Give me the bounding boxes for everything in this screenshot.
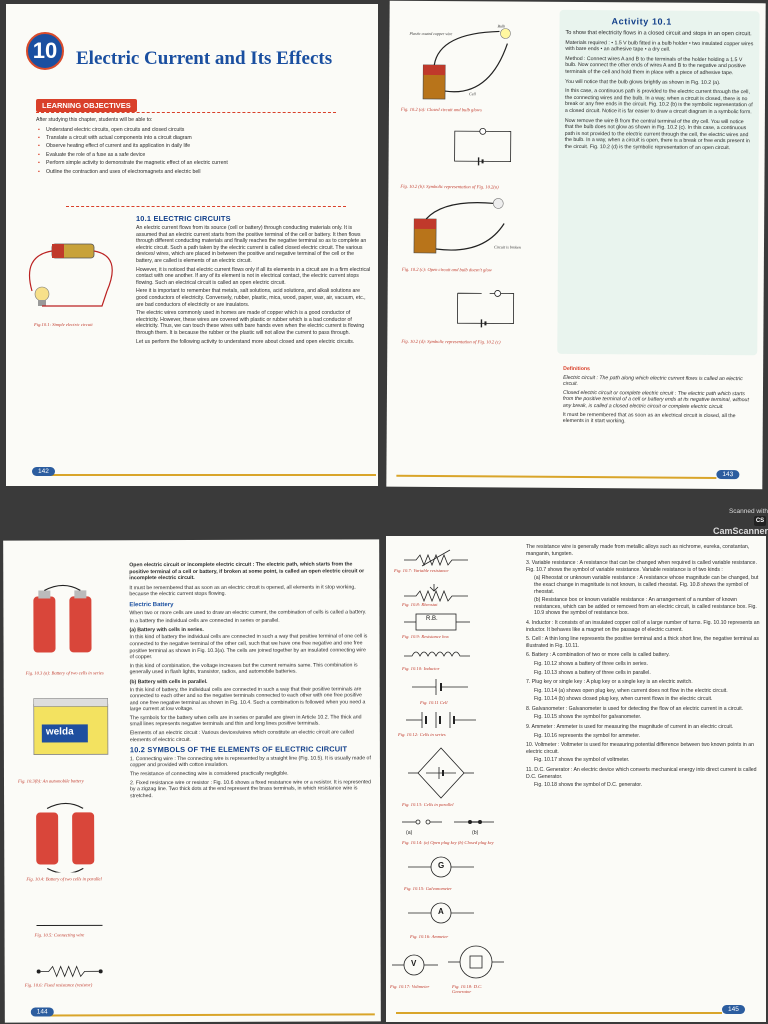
- paragraph: In this kind of combination, the voltage increases but the current remains same. This combination is generally used in flash lights, transistor, radios, and automobile batteries.: [129, 662, 358, 676]
- list-item: (b) Resistance box or known variable resistance : An arrangement of a number of known resistances, which can be added or removed from an electric circuit, is called resistance box. Fig. 10.9 shows the symbol of resistance box.: [534, 597, 757, 617]
- body-text: [136, 225, 372, 345]
- learning-objectives-label: LEARNING OBJECTIVES: [36, 99, 137, 112]
- voltmeter-letter: V: [411, 959, 417, 968]
- inductor-figure: [402, 646, 472, 664]
- chapter-title: Electric Current and Its Effects: [76, 48, 333, 69]
- plug-a-label: (a): [406, 830, 413, 836]
- paragraph: An electric current flows from its source (cell or battery) through conducting materials only. It is assumed that an electric current starts from the positive terminal of the cell or battery. It then flows through different conducting materials and finally reaches the negative terminal so as to complete an electric circuit. Such a path taken by the electric current is called closed electric circuit. The various devices/ wires, which are placed in between the positive and negative terminal of the cell or the battery, are called is elements of an electric circuit.: [136, 225, 367, 264]
- parallel-battery-figure: [22, 798, 108, 872]
- definitions-heading: Definitions: [563, 365, 590, 373]
- fig-caption: Fig. 10.2 (a): Closed circuit and bulb glows: [400, 106, 482, 113]
- plug-key-figure: [400, 812, 496, 832]
- definitions: [563, 366, 753, 426]
- definition: It must be remembered that as soon as an electrical circuit is closed, all the elements in it start working.: [562, 411, 736, 425]
- list-item: Fig. 10.18 shows the symbol of D.C. generator.: [534, 782, 643, 789]
- rheostat-figure: [402, 582, 472, 604]
- paragraph: The resistance wire is generally made from metallic alloys such as nichrome, eureka, constantan, manganin, tungsten.: [526, 544, 750, 557]
- page-number: 142: [32, 467, 55, 476]
- fig-caption: Fig. 10.11 Cell: [420, 700, 448, 705]
- cells-parallel-figure: [406, 744, 476, 802]
- paragraph: Here it is important to remember that metals, salt solutions, acid solutions, and alkali solutions are good conductors of electricity. Conversely, rubber, plastic, mica, wood, paper, wax, air, vacuum, etc., are bad conductors of electricity or are insulators.: [136, 288, 366, 308]
- footer-bar: [396, 475, 716, 479]
- list-item: Fig. 10.15 shows the symbol for galvanometer.: [534, 714, 642, 721]
- list-item: 3. Variable resistance : A resistance that can be changed when required is called variable resistance. Fig. 10.7 shows the symbol of variable resistance. Variable resistance is of two kinds :: [526, 560, 757, 573]
- footer-bar: [396, 1012, 722, 1014]
- fig-caption: Fig. 10.12: Cells in series: [398, 732, 446, 737]
- fig-caption: Fig. 10.2 (b): Symbolic representation of Fig. 10.2(a): [400, 183, 499, 190]
- paragraph: The resistance of connecting wire is considered practically negligible.: [129, 770, 289, 778]
- fig-caption: Fig.10.1: Simple electric circuit: [34, 322, 93, 327]
- divider: [66, 206, 346, 207]
- fig-caption: Fig. 10.4: Battery of two cells in parallel: [26, 876, 102, 882]
- fig-label: Bulb: [497, 23, 506, 29]
- page-143: [386, 1, 765, 490]
- scanner-line1: Scanned with: [728, 508, 768, 515]
- body-text: [526, 544, 762, 789]
- closed-explanation: In this case, a continuous path is provided to the electric current through the cell, the connecting wires and the bulb. In a way, when a circuit is closed, there is no break or any free ends in the circuit. Fig. 10.2 (b) is the symbolic representation of a closed circuit. Notice it is far easier to draw a circuit diagram in a symbolic form.: [564, 88, 753, 116]
- divider: [36, 112, 336, 113]
- activity-body: [565, 30, 754, 152]
- list-item: 10. Voltmeter : Voltmeter is used for measuring potential difference between two known points in an electric circuit.: [526, 742, 754, 755]
- paragraph: 1. Connecting wire : The connecting wire is represented by a straight line (Fig. 10.5). It is usually made of copper and provided with cotton insulation.: [129, 755, 371, 769]
- series-battery-figure: [19, 582, 105, 666]
- list-item: Fig. 10.12 shows a battery of three cells in series.: [534, 660, 648, 667]
- fixed-resistor-figure: [35, 964, 105, 978]
- list-item: Fig. 10.13 shows a battery of three cells in parallel.: [534, 669, 651, 676]
- resistance-box-figure: [402, 612, 472, 632]
- fig-caption: Fig. 10.13: Cells in parallel: [402, 802, 454, 807]
- open-circuit-figure: [404, 193, 554, 260]
- learning-objectives: [36, 117, 336, 177]
- scanner-brand: [702, 515, 768, 536]
- fig-caption: Fig. 10.2 (d): Symbolic representation of Fig. 10.2 (c): [401, 338, 501, 345]
- paragraph: Elements of an electric circuit : Various devices/wires which constitute an electric circuit are called elements of electric circuit.: [129, 729, 354, 743]
- fig-caption: Fig. 10.14: (a) Open plug key (b) Closed plug key: [402, 840, 494, 845]
- connecting-wire-figure: [34, 920, 104, 930]
- fig-caption: Fig. 10.18: D.C. Generator: [452, 984, 483, 994]
- paragraph: The symbols for the battery when cells are in series or parallel are given in Article 10.2. The thick and small lines represents negative terminals and thin and long lines positive terminals.: [129, 714, 362, 728]
- scanner-watermark: [702, 508, 768, 536]
- fig-caption: Fig. 10.10: Inductor: [402, 666, 440, 671]
- rb-label: R.B.: [426, 616, 438, 622]
- paragraph: Let us perform the following activity to understand more about closed and open electric circuits.: [136, 338, 355, 345]
- definition: Closed electric circuit or complete electric circuit : The electric path which starts from the positive terminal of a cell or battery ends at its negative terminal, without any break, is called a closed electric circuit or complete electric circuit.: [562, 389, 749, 411]
- fig-caption: Fig. 10.7: Variable resistance: [394, 568, 449, 573]
- page-number: 144: [31, 1007, 54, 1016]
- objective-item: ▪ Perform simple activity to demonstrate the magnetic effect of an electric current: [36, 160, 336, 167]
- subheading: (b) Battery with cells in parallel.: [129, 678, 208, 686]
- paragraph: Open electric circuit or incomplete electric circuit : The electric path, which starts from the positive terminal of a cell or battery, if broken at some point, is called an open electric circuit or incomplete electric circuit.: [129, 561, 365, 582]
- list-item: Fig. 10.14 (b) shows closed plug key, when current flows in the electric circuit.: [534, 696, 713, 703]
- list-item: 9. Ammeter : Ammeter is used for measuring the magnitude of current in an electric circuit.: [526, 724, 734, 731]
- fig-label: Circuit is broken: [493, 244, 521, 250]
- dc-generator-figure: [446, 940, 506, 984]
- paragraph: In a battery the individual cells are connected in series or parallel.: [129, 617, 280, 625]
- objective-item: ▪ Understand electric circuits, open circuits and closed circuits: [36, 127, 336, 134]
- subheading: Electric Battery: [129, 602, 174, 609]
- chapter-number-badge: 10: [26, 32, 64, 70]
- closed-circuit-symbol-figure: [449, 125, 519, 169]
- subheading: (a) Battery with cells in series.: [129, 626, 204, 633]
- list-item: (a) Rheostat or unknown variable resistance : A resistance whose magnitude can be changed, but the exact change in magnitude is not known, is called rheostat. Fig. 10.8 shows the symbol of rheostat.: [534, 575, 759, 595]
- objective-item: ▪ Outline the contraction and uses of electromagnets and electric bell: [36, 169, 336, 176]
- plug-b-label: (b): [472, 830, 479, 836]
- materials: Materials required : • 1.5 V bulb fitted in a bulb holder • two insulated copper wires with bare ends • an adhesive tape • a dry cell.: [565, 39, 754, 53]
- paragraph: It must be remembered that as soon as an electric circuit is opened, all elements in it stop working, because the electric current stops flowing.: [129, 584, 356, 598]
- body-text: [129, 561, 372, 799]
- closed-circuit-figure: [399, 13, 560, 106]
- figure-column: [386, 536, 510, 1016]
- paragraph: In this kind of battery, the individual cells are connected in such a way that their positive terminals are connected to each other and so the negative terminals connected to each other with one free positive and one free negative terminal as shown in Fig. 10.4. Such a combination is followed when you need a large current at low voltage.: [129, 685, 366, 713]
- observation: You will notice that the bulb glows brightly as shown in Fig. 10.2 (a).: [565, 78, 721, 86]
- galvanometer-letter: G: [438, 861, 445, 870]
- lo-intro: After studying this chapter, students will be able to:: [36, 117, 153, 123]
- simple-circuit-figure: [12, 236, 132, 316]
- page-145: [386, 536, 766, 1022]
- fig-caption: Fig. 10.9: Resistance box: [402, 634, 449, 639]
- page-number: 145: [722, 1005, 745, 1014]
- list-item: 11. D.C. Generator : An electric device which converts mechanical energy into direct current is called D.C. Generator.: [526, 767, 757, 780]
- section-heading: 10.1 ELECTRIC CIRCUITS: [136, 214, 231, 223]
- cell-symbol-figure: [410, 676, 470, 698]
- section-heading: 10.2 SYMBOLS OF THE ELEMENTS OF ELECTRIC CIRCUIT: [129, 744, 348, 755]
- paragraph: 2. Fixed resistance wire or resistor : Fig. 10.6 shows a fixed resistance wire or a resistor. It is represented by a zigzag line. Two thick dots at the end represent the brass terminals, in which resistance wire is stretched.: [129, 779, 372, 800]
- activity-title: Activity 10.1: [611, 16, 672, 27]
- fig-caption: Fig. 10.16: Ammeter: [410, 934, 449, 939]
- list-item: 6. Battery : A combination of two or more cells is called battery.: [526, 652, 670, 659]
- open-explanation: Now remove the wire B from the central terminal of the dry cell. You will notice that the bulb does not glow as shown in Fig. 10.2 (c). In this case, a continuous path is not provided to the electric current through the cell, the electric wires and the bulb. In a way, when a circuit is open, there is a break or free ends present in the circuit. Fig. 10.2 (d) is the symbolic representation of an open circuit.: [564, 117, 750, 151]
- list-item: 8. Galvanometer : Galvanometer is used for detecting the flow of an electric current in a circuit.: [526, 705, 744, 712]
- scanner-line2: CamScanner: [712, 525, 768, 536]
- fig-caption: Fig. 10.17: Voltmeter: [390, 984, 430, 989]
- definition: Electric circuit : The path along which electric current flows is called an electric circuit.: [563, 374, 743, 388]
- objective-item: ▪ Observe heating effect of current and its application in daily life: [36, 143, 336, 150]
- list-item: Fig. 10.17 shows the symbol of voltmeter.: [534, 757, 630, 764]
- fig-caption: Fig. 10.8: Rheostat: [402, 602, 438, 607]
- method: Method : Connect wires A and B to the terminals of the holder holding a 1.5 V bulb. Now connect the other ends of wires A and B to the negative and positive terminals of the cell and hold them in place with a piece of adhesive tape.: [565, 55, 746, 77]
- variable-resistance-figure: [402, 546, 472, 568]
- fig-caption: Fig. 10.15: Galvanometer: [404, 886, 452, 891]
- list-item: 7. Plug key or single key : A plug key or a single key is an electric switch.: [526, 679, 693, 686]
- paragraph: When two or more cells are used to draw an electric current, the combination of cells is called a battery.: [129, 608, 367, 616]
- list-item: 4. Inductor : It consists of an insulated copper coil of a large number of turns. Fig. 10.10 represents an inductor. It behaves like a magnet on the passage of electric current.: [526, 619, 760, 633]
- footer-bar: [46, 474, 376, 476]
- fig-label: Plastic coated copper wire: [409, 30, 453, 37]
- page-number: 143: [716, 470, 739, 479]
- objective-item: ▪ Translate a circuit with actual components into a circuit diagram: [36, 135, 336, 142]
- fig-caption: Fig. 10.2 (c): Open circuit and bulb doesn't glow: [401, 266, 492, 273]
- camscanner-logo-icon: CS: [755, 517, 765, 524]
- page-142: [6, 4, 378, 486]
- battery-brand-label: welda: [45, 726, 74, 738]
- page-144: [3, 539, 381, 1022]
- fig-caption: Fig. 10.3(b): An automobile battery: [17, 778, 84, 784]
- activity-aim: To show that electricity flows in a closed circuit and stops in an open circuit.: [565, 29, 752, 38]
- fig-caption: Fig. 10.3 (a): Battery of two cells in series: [25, 670, 104, 676]
- paragraph: The electric wires commonly used in homes are made of copper which is a good conductor of electricity. However, these wires are covered with plastic or rubber which is a bad conductor of electricity. Thus, we can touch these wires with bare hands even when the electric current is flowing through them. It is because the rubber or the plastic will not allow the current to pass through.: [136, 310, 365, 336]
- fig-caption: Fig. 10.6: Fixed resistance (resistor): [24, 982, 93, 988]
- list-item: Fig. 10.14 (a) shows open plug key, when current does not flow in the electric circuit.: [534, 687, 728, 694]
- footer-bar: [49, 1013, 375, 1016]
- automobile-battery-figure: [30, 690, 112, 758]
- ammeter-letter: A: [438, 907, 444, 916]
- objective-item: ▪ Evaluate the role of a fuse as a safe device: [36, 152, 336, 159]
- list-item: Fig. 10.16 represents the symbol for ammeter.: [534, 732, 641, 739]
- paragraph: However, it is noticed that electric current flows only if all its elements in a circuit are in a firm electrical contact with one another. If any of its element is not in electrical contact, the electric current stops flowing. Such an electrical circuit is called an open electric circuit.: [136, 266, 371, 286]
- open-circuit-symbol-figure: [451, 287, 521, 331]
- fig-label: Cell: [469, 91, 476, 97]
- list-item: 5. Cell : A thin long line represents the positive terminal and a thick short line, the negative terminal as illustrated in Fig. 10.11.: [526, 636, 759, 649]
- fig-caption: Fig. 10.5: Connecting wire: [34, 932, 85, 938]
- paragraph: In this kind of battery the individual cells are connected in such a way that positive terminal of one cell is connected to the negative terminal of the other cell, such that we have one free negative and one free positive terminal as shown in Fig. 10.3(a). The cells are joined together by an insulated connecting wire of copper.: [129, 633, 368, 661]
- cells-series-figure: [404, 708, 478, 730]
